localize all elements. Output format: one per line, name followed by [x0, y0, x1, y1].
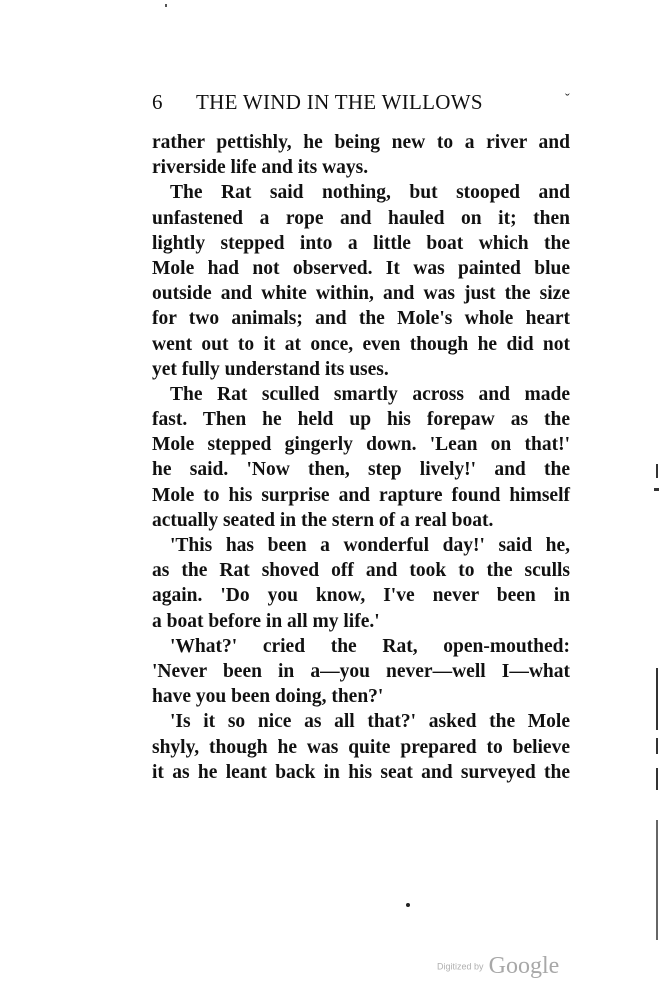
text-line: he said. 'Now then, step lively!' and the [152, 459, 570, 481]
text-line: Mole had not observed. It was painted blue [152, 257, 570, 279]
watermark-prefix: Digitized by [437, 961, 484, 972]
text-line: shyly, though he was quite prepared to believe [152, 736, 570, 758]
text-line: The Rat sculled smartly across and made [170, 383, 570, 405]
text-line: Mole stepped gingerly down. 'Lean on that!' [152, 434, 570, 456]
text-line: 'What?' cried the Rat, open-mouthed: [170, 635, 570, 657]
text-line: 'This has been a wonderful day!' said he, [170, 535, 570, 556]
google-logo: Google [488, 953, 560, 979]
scan-margin-line [656, 668, 658, 730]
text-line: went out to it at once, even though he did not [152, 333, 570, 355]
body-text [152, 130, 570, 785]
printer-dot [406, 903, 410, 907]
text-line: unfastened a rope and hauled on it; then [152, 207, 570, 229]
scan-margin-line [656, 738, 658, 754]
text-line: outside and white within, and was just the size [152, 283, 570, 305]
text-line: as the Rat shoved off and took to the sculls [152, 560, 570, 582]
digitization-watermark [437, 953, 559, 980]
scan-margin-line [656, 464, 658, 478]
text-line: 'Never been in a—you never—well I—what [152, 660, 570, 682]
text-line: Mole to his surprise and rapture found himself [152, 484, 570, 506]
text-line: for two animals; and the Mole's whole heart [152, 308, 570, 330]
scan-speck [165, 4, 167, 7]
text-line: have you been doing, then?' [152, 686, 384, 708]
header-ornament: ˇ [565, 92, 570, 107]
scan-margin-line [656, 768, 658, 790]
text-line: a boat before in all my life.' [152, 610, 380, 632]
text-line: lightly stepped into a little boat which the [152, 232, 570, 254]
text-line: riverside life and its ways. [152, 157, 369, 179]
text-line: The Rat said nothing, but stooped and [170, 182, 570, 204]
text-line: fast. Then he held up his forepaw as the [152, 409, 570, 431]
running-title: THE WIND IN THE WILLOWS [196, 90, 483, 114]
page-header [152, 90, 570, 118]
scan-margin-line [656, 820, 658, 940]
text-line: it as he leant back in his seat and surveyed the [152, 761, 570, 783]
text-line: yet fully understand its uses. [152, 358, 389, 380]
text-line: 'Is it so nice as all that?' asked the Mole [170, 711, 570, 733]
text-line: rather pettishly, he being new to a river and [152, 132, 570, 153]
scan-margin-line [654, 488, 659, 491]
page-number: 6 [152, 90, 163, 114]
text-line: actually seated in the stern of a real boat. [152, 509, 494, 531]
text-line: again. 'Do you know, I've never been in [152, 585, 570, 607]
